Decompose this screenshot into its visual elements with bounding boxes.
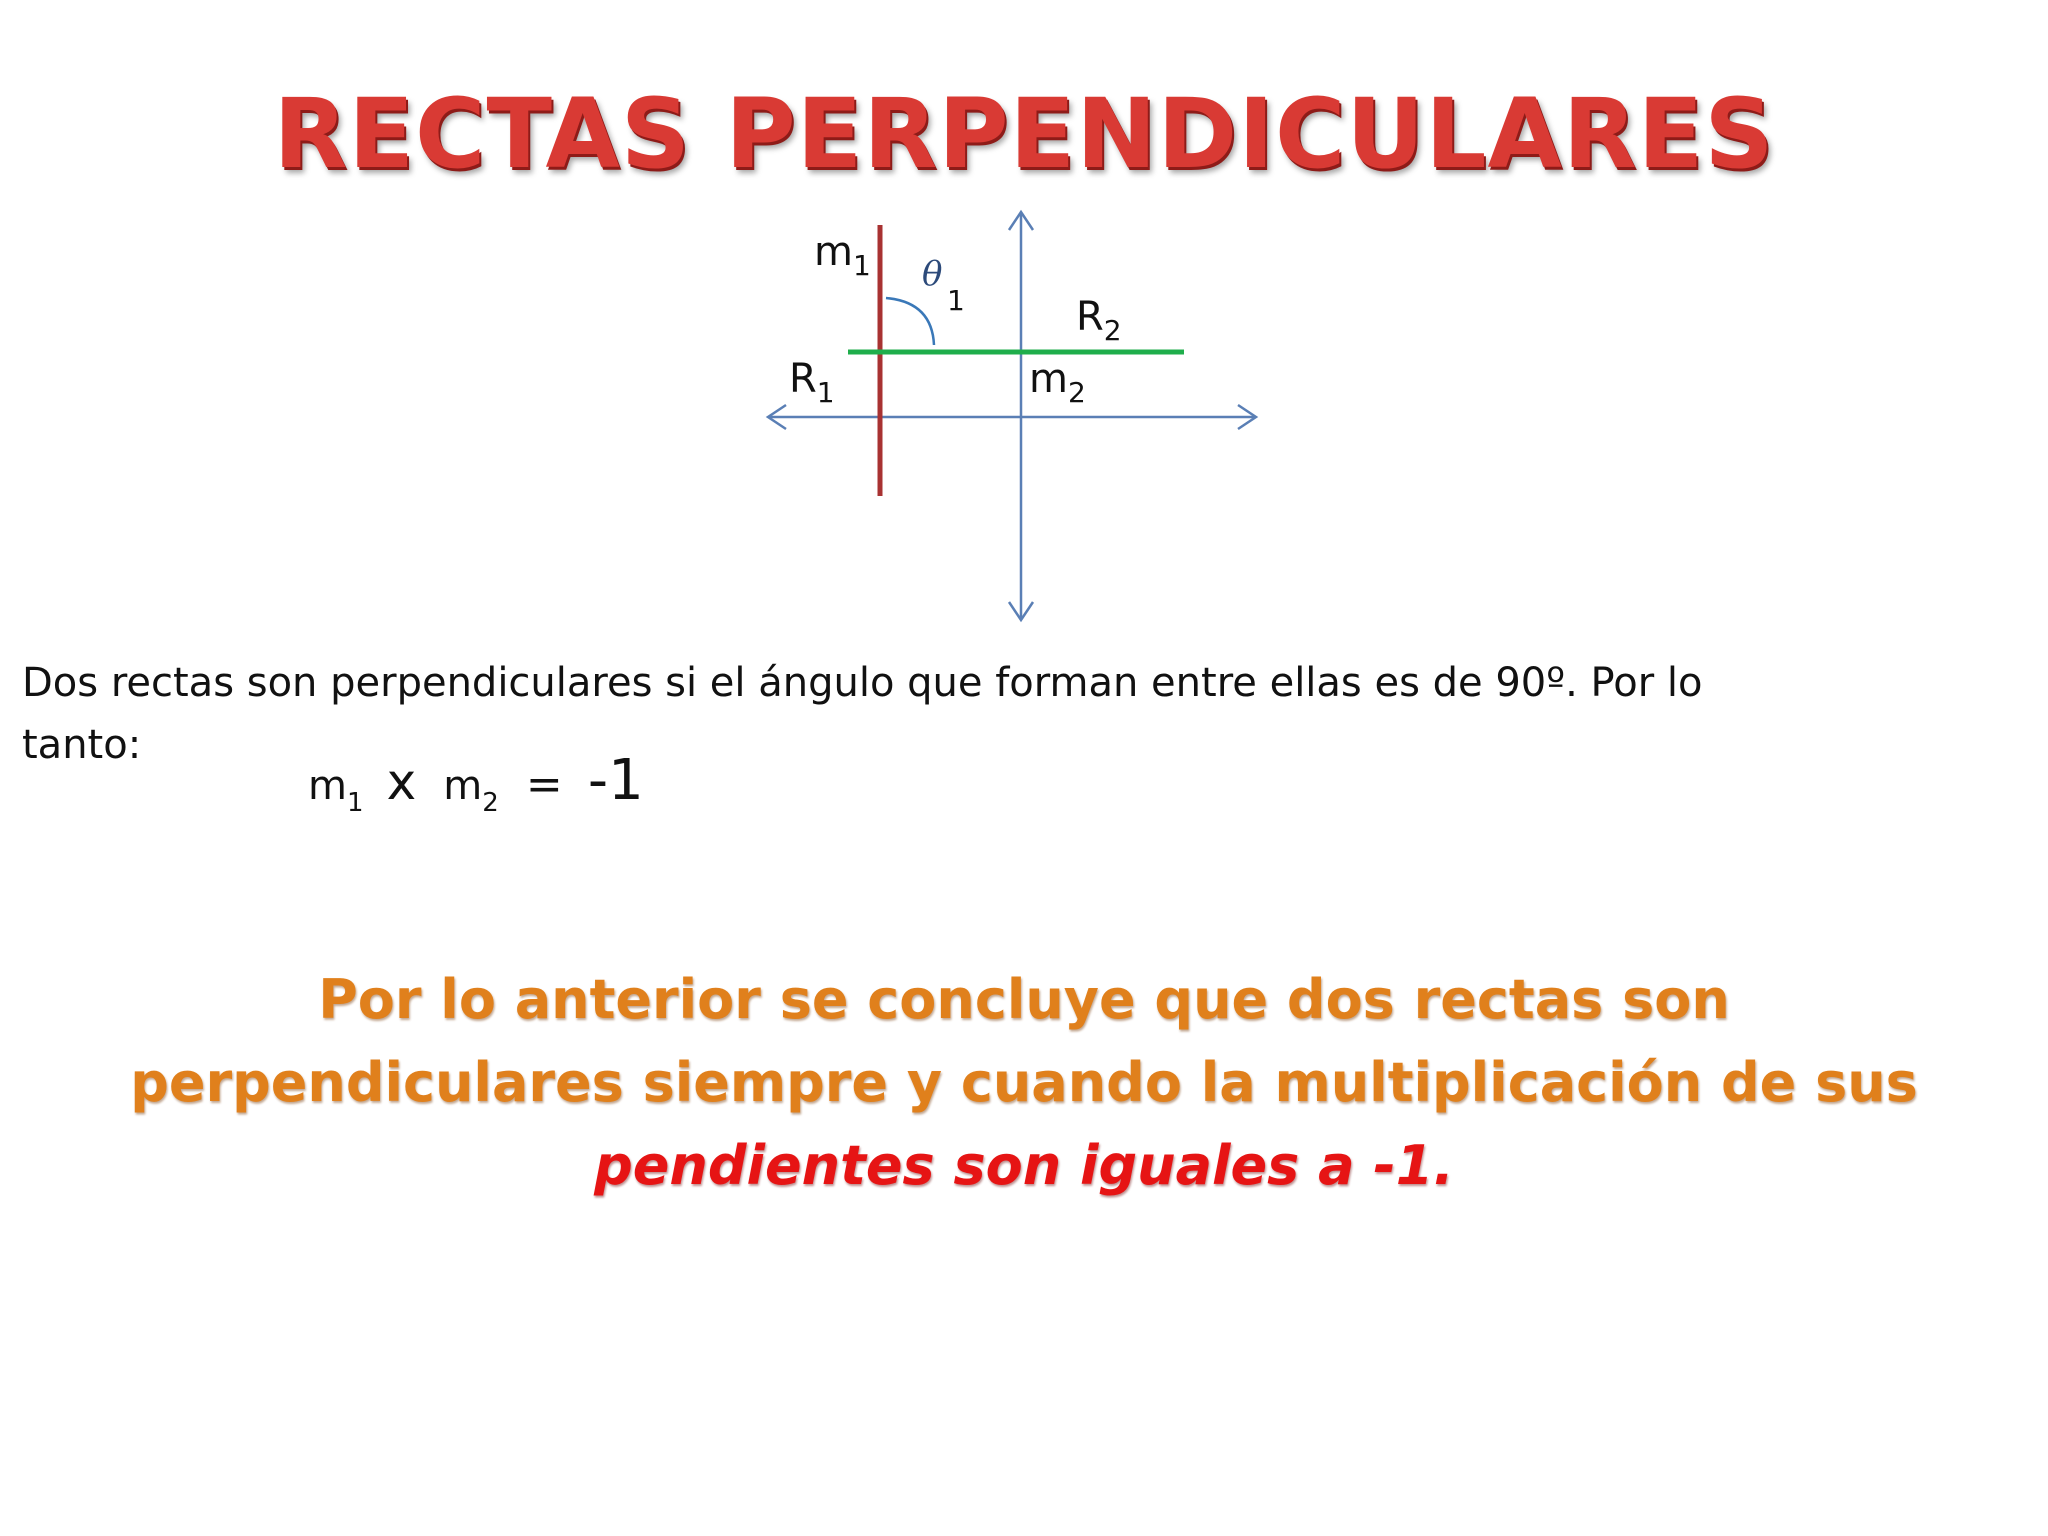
label-r2-sub: 2 xyxy=(1103,314,1122,347)
angle-arc xyxy=(886,298,934,345)
svg-text:R1 xyxy=(789,356,835,409)
label-r2: R xyxy=(1076,294,1104,340)
formula-m2-sub: 2 xyxy=(482,788,499,818)
formula-m1-sub: 1 xyxy=(346,788,364,818)
label-theta-sub: 1 xyxy=(947,284,965,317)
slide-title: RECTAS PERPENDICULARES xyxy=(273,78,1775,190)
label-r1: R xyxy=(789,356,817,402)
formula-m2: m xyxy=(443,763,483,809)
perpendicular-formula xyxy=(308,748,644,818)
svg-text:θ xyxy=(922,254,942,294)
label-theta: θ xyxy=(922,254,943,294)
formula-equals: = xyxy=(525,759,563,810)
definition-text xyxy=(22,652,1822,776)
formula-result: -1 xyxy=(587,748,644,813)
label-m1-sub: 1 xyxy=(852,249,871,282)
conclusion-line-2: perpendiculares siempre y cuando la multiplicación de sus xyxy=(130,1051,1918,1114)
conclusion-text xyxy=(0,958,2048,1207)
svg-text:R2 xyxy=(1076,294,1122,347)
definition-line-2: tanto: xyxy=(22,722,142,768)
formula-m1: m xyxy=(308,763,347,809)
formula-times: x xyxy=(386,753,417,811)
label-m2-sub: 2 xyxy=(1067,376,1086,409)
label-r1-sub: 1 xyxy=(816,376,835,409)
label-m2: m xyxy=(1029,356,1068,402)
definition-line-1: Dos rectas son perpendiculares si el ángulo que forman entre ellas es de 90º. Por lo xyxy=(22,660,1703,706)
svg-text:m2 xyxy=(1029,356,1086,409)
conclusion-line-1: Por lo anterior se concluye que dos rectas son xyxy=(318,968,1730,1031)
label-m1: m xyxy=(814,229,853,275)
conclusion-highlight: pendientes son iguales a -1. xyxy=(594,1134,1454,1197)
svg-text:m1 xyxy=(814,229,871,282)
